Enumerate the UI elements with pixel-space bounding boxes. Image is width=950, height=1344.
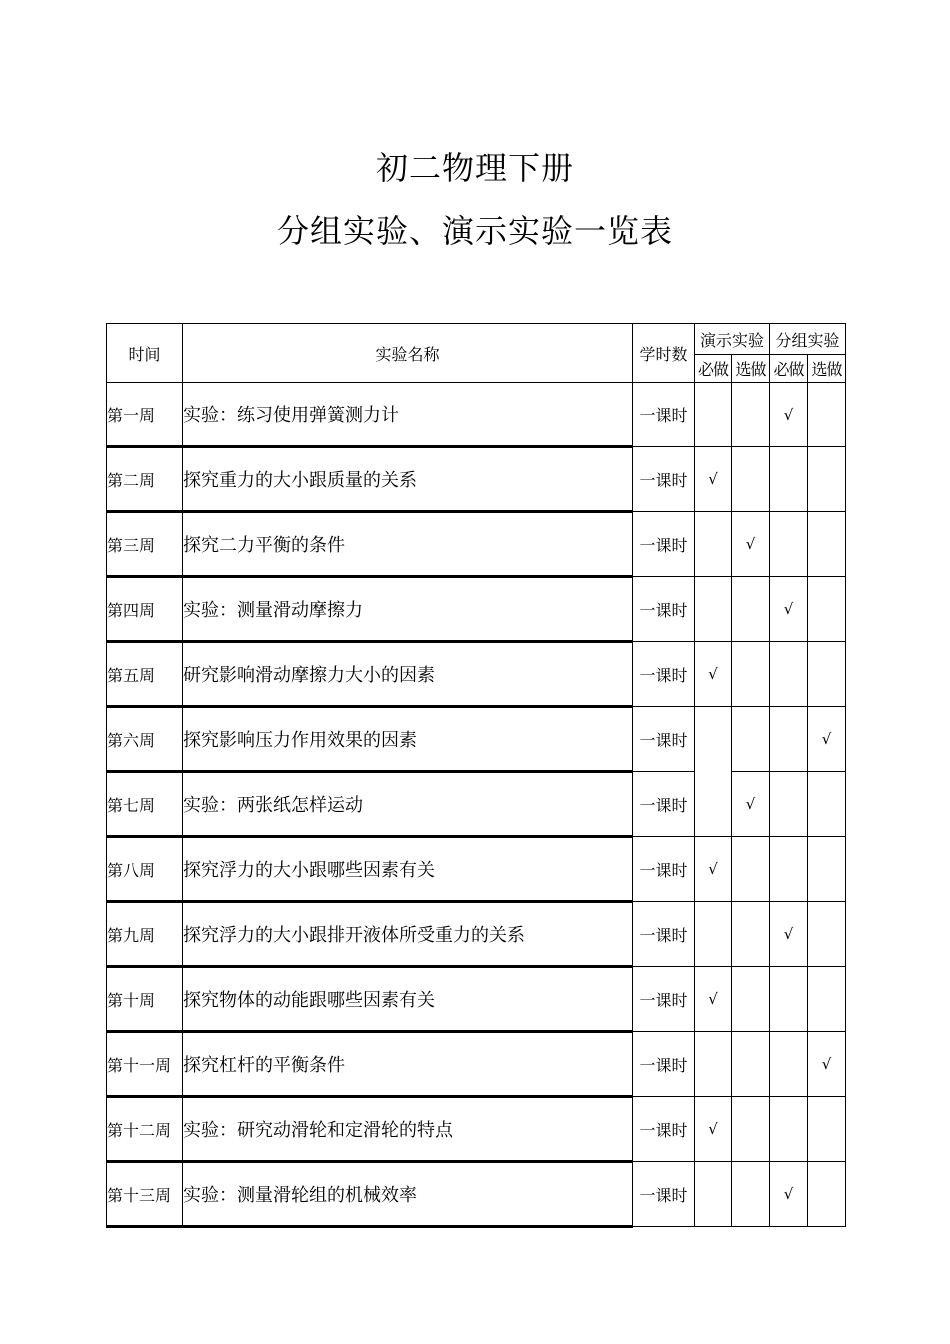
check-cell-group-required [770, 772, 808, 837]
check-cell-group-required [770, 512, 808, 577]
header-demo-optional: 选做 [732, 355, 770, 383]
week-cell: 第九周 [107, 902, 183, 967]
check-cell-demo-optional [732, 447, 770, 512]
check-cell-group-optional: √ [808, 1032, 846, 1097]
header-group-required: 必做 [770, 355, 808, 383]
check-cell-demo-required: √ [695, 967, 732, 1032]
check-cell-group-required [770, 837, 808, 902]
check-cell-demo-optional [732, 1032, 770, 1097]
experiment-name-cell: 探究杠杆的平衡条件 [183, 1032, 633, 1097]
week-cell: 第五周 [107, 642, 183, 707]
experiment-name-cell: 研究影响滑动摩擦力大小的因素 [183, 642, 633, 707]
check-cell-group-required: √ [770, 577, 808, 642]
hours-cell: 一课时 [633, 642, 695, 707]
check-cell-demo-optional: √ [732, 772, 770, 837]
table-row [107, 837, 846, 902]
check-cell-demo-optional [732, 837, 770, 902]
hours-cell: 一课时 [633, 512, 695, 577]
check-cell-demo-optional [732, 1097, 770, 1162]
header-group: 分组实验 [770, 324, 846, 355]
header-demo-required: 必做 [695, 355, 732, 383]
table-row [107, 772, 846, 837]
header-name: 实验名称 [183, 324, 633, 383]
check-cell-group-optional [808, 577, 846, 642]
week-cell: 第二周 [107, 447, 183, 512]
hours-cell: 一课时 [633, 902, 695, 967]
check-cell-group-optional [808, 447, 846, 512]
check-cell-demo-optional: √ [732, 512, 770, 577]
check-cell-demo-optional [732, 1162, 770, 1227]
hours-cell: 一课时 [633, 1162, 695, 1227]
check-cell-group-required [770, 1097, 808, 1162]
header-demo: 演示实验 [695, 324, 770, 355]
week-cell: 第七周 [107, 772, 183, 837]
check-cell-group-required [770, 447, 808, 512]
check-cell-demo-required: √ [695, 642, 732, 707]
table-row [107, 967, 846, 1032]
check-cell-demo-required [695, 1032, 732, 1097]
check-cell-group-required: √ [770, 1162, 808, 1227]
check-cell-demo-required [695, 772, 732, 837]
table-row [107, 383, 846, 447]
week-cell: 第十三周 [107, 1162, 183, 1227]
experiment-name-cell: 探究二力平衡的条件 [183, 512, 633, 577]
check-cell-group-optional [808, 512, 846, 577]
check-cell-group-optional [808, 967, 846, 1032]
check-cell-demo-required [695, 383, 732, 447]
week-cell: 第一周 [107, 383, 183, 447]
week-cell: 第十二周 [107, 1097, 183, 1162]
experiment-name-cell: 实验：两张纸怎样运动 [183, 772, 633, 837]
experiment-name-cell: 实验：测量滑轮组的机械效率 [183, 1162, 633, 1227]
check-cell-demo-required [695, 1162, 732, 1227]
check-cell-demo-optional [732, 383, 770, 447]
experiment-name-cell: 实验：研究动滑轮和定滑轮的特点 [183, 1097, 633, 1162]
hours-cell: 一课时 [633, 772, 695, 837]
week-cell: 第六周 [107, 707, 183, 772]
experiment-name-cell: 实验：测量滑动摩擦力 [183, 577, 633, 642]
check-cell-demo-required: √ [695, 1097, 732, 1162]
hours-cell: 一课时 [633, 447, 695, 512]
check-cell-group-optional: √ [808, 707, 846, 772]
check-cell-demo-optional [732, 707, 770, 772]
table-row [107, 902, 846, 967]
hours-cell: 一课时 [633, 383, 695, 447]
check-cell-demo-optional [732, 967, 770, 1032]
table-row [107, 707, 846, 772]
experiment-name-cell: 实验：练习使用弹簧测力计 [183, 383, 633, 447]
experiment-name-cell: 探究浮力的大小跟排开液体所受重力的关系 [183, 902, 633, 967]
check-cell-group-required [770, 1032, 808, 1097]
check-cell-group-optional [808, 772, 846, 837]
hours-cell: 一课时 [633, 1032, 695, 1097]
experiment-name-cell: 探究物体的动能跟哪些因素有关 [183, 967, 633, 1032]
check-cell-demo-optional [732, 902, 770, 967]
table-row [107, 1032, 846, 1097]
week-cell: 第三周 [107, 512, 183, 577]
table-row [107, 512, 846, 577]
hours-cell: 一课时 [633, 1097, 695, 1162]
check-cell-group-required [770, 707, 808, 772]
header-time: 时间 [107, 324, 183, 383]
check-cell-group-optional [808, 1162, 846, 1227]
check-cell-demo-optional [732, 577, 770, 642]
check-cell-group-required: √ [770, 383, 808, 447]
check-cell-demo-required [695, 707, 732, 772]
check-cell-demo-required: √ [695, 837, 732, 902]
check-cell-group-required [770, 642, 808, 707]
page-title: 初二物理下册 [375, 149, 574, 187]
check-cell-group-optional [808, 383, 846, 447]
hours-cell: 一课时 [633, 967, 695, 1032]
table-row [107, 447, 846, 512]
table-row [107, 642, 846, 707]
check-cell-group-optional [808, 902, 846, 967]
check-cell-group-optional [808, 837, 846, 902]
experiment-name-cell: 探究影响压力作用效果的因素 [183, 707, 633, 772]
table-row [107, 1162, 846, 1227]
check-cell-demo-required: √ [695, 447, 732, 512]
check-cell-demo-required [695, 577, 732, 642]
experiment-name-cell: 探究重力的大小跟质量的关系 [183, 447, 633, 512]
check-cell-group-optional [808, 1097, 846, 1162]
week-cell: 第十一周 [107, 1032, 183, 1097]
hours-cell: 一课时 [633, 837, 695, 902]
check-cell-demo-optional [732, 642, 770, 707]
table-row [107, 1097, 846, 1162]
check-cell-group-optional [808, 642, 846, 707]
week-cell: 第八周 [107, 837, 183, 902]
check-cell-demo-required [695, 512, 732, 577]
experiment-name-cell: 探究浮力的大小跟哪些因素有关 [183, 837, 633, 902]
header-row [107, 324, 846, 355]
hours-cell: 一课时 [633, 707, 695, 772]
table-row [107, 577, 846, 642]
header-hours: 学时数 [633, 324, 695, 383]
week-cell: 第四周 [107, 577, 183, 642]
check-cell-group-required [770, 967, 808, 1032]
experiment-table [106, 323, 846, 1228]
hours-cell: 一课时 [633, 577, 695, 642]
week-cell: 第十周 [107, 967, 183, 1032]
check-cell-demo-required [695, 902, 732, 967]
check-cell-group-required: √ [770, 902, 808, 967]
header-group-optional: 选做 [808, 355, 846, 383]
page-subtitle: 分组实验、演示实验一览表 [276, 212, 673, 250]
